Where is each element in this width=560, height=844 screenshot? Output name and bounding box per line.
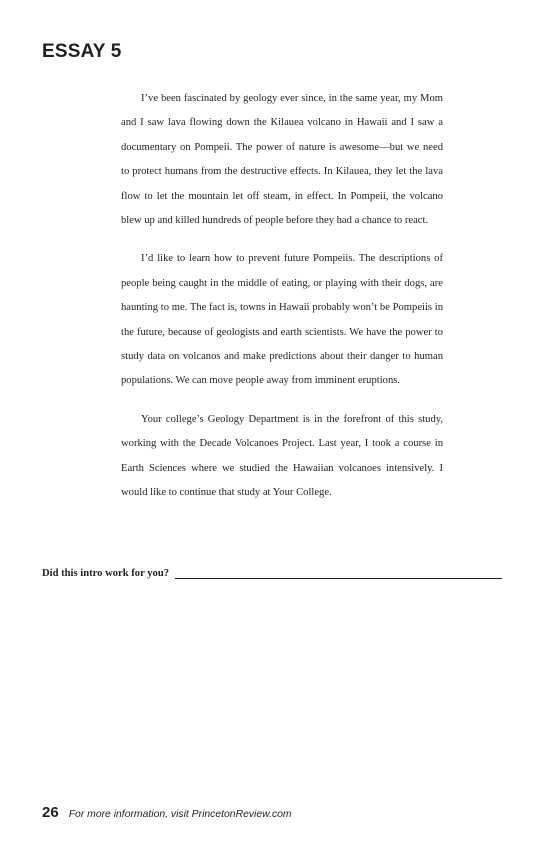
essay-heading: ESSAY 5 xyxy=(42,41,122,62)
essay-paragraph-3: Your college’s Geology Department is in the forefront of this study, working with the Decade Volcanoes Project. Last year, I took a course in Earth Sciences where we studied the Hawaiian volcanoes intensively. I would like to continue that study at Your College. xyxy=(121,413,443,499)
feedback-question: Did this intro work for you? xyxy=(42,568,170,579)
footer-text: For more information, visit PrincetonReview.com xyxy=(68,809,292,820)
page-number: 26 xyxy=(42,804,59,821)
answer-line xyxy=(175,568,502,579)
essay-body xyxy=(121,87,443,520)
essay-paragraph-1: I’ve been fascinated by geology ever since, in the same year, my Mom and I saw lava flowing down the Kilauea volcano in Hawaii and I saw a documentary on Pompeii. The power of nature is awesome—but we need to protect humans from the destructive effects. In Kilauea, they let the lava flow to let the mountain let off steam, in effect. In Pompeii, the volcano blew up and killed hundreds of people before they had a chance to react. xyxy=(121,93,443,227)
essay-paragraph-2: I’d like to learn how to prevent future Pompeiis. The descriptions of people being caught in the middle of eating, or playing with their dogs, are haunting to me. The fact is, towns in Hawaii probably won’t be Pompeiis in the future, because of geologists and earth scientists. We have the power to study data on volcanos and make predictions about their danger to human populations. We can move people away from imminent eruptions. xyxy=(121,253,443,387)
page-footer xyxy=(42,804,292,821)
feedback-prompt xyxy=(42,568,502,579)
